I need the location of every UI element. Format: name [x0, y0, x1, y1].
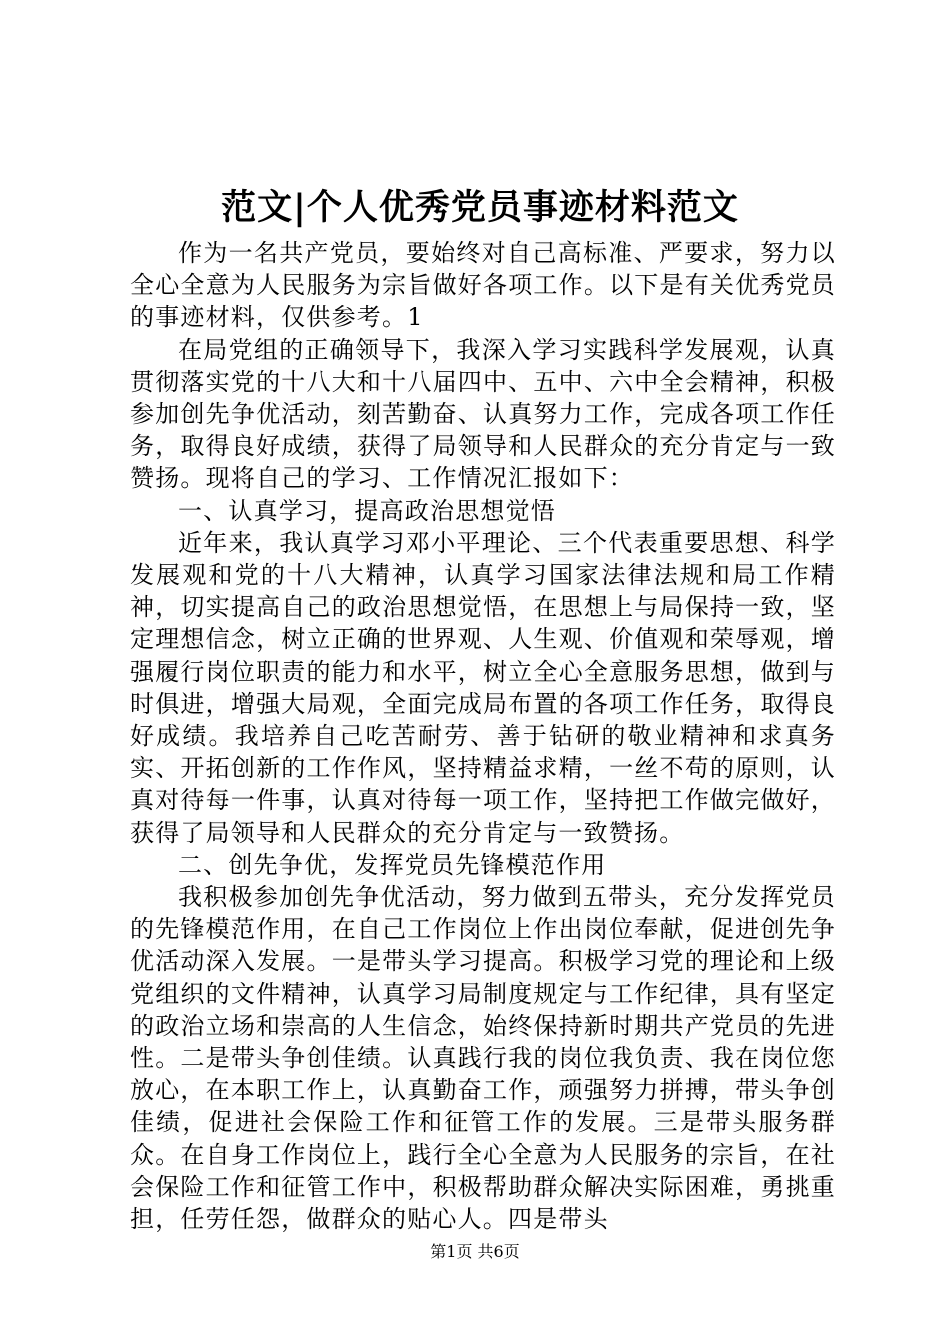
paragraph-summary: 在局党组的正确领导下，我深入学习实践科学发展观，认真贯彻落实党的十八大和十八届四中、五中、六中全会精神，积极参加创先争优活动，刻苦勤奋、认真努力工作，完成各项工作任务，取得良好成绩，获得了局领导和人民群众的充分肯定与一致赞扬。现将自己的学习、工作情况汇报如下：: [130, 335, 836, 493]
section-heading-2: 二、创先争优，发挥党员先锋模范作用: [178, 850, 607, 879]
paragraph-intro: 作为一名共产党员，要始终对自己高标准、严要求，努力以全心全意为人民服务为宗旨做好各项工作。以下是有关优秀党员的事迹材料，仅供参考。1: [130, 239, 836, 332]
paragraph-excellence: 我积极参加创先争优活动，努力做到五带头，充分发挥党员的先锋模范作用，在自己工作岗位上作出岗位奉献，促进创先争优活动深入发展。一是带头学习提高。积极学习党的理论和上级党组织的文件精神，认真学习局制度规定与工作纪律，具有坚定的政治立场和崇高的人生信念，始终保持新时期共产党员的先进性。二是带头争创佳绩。认真践行我的岗位我负责、我在岗位您放心，在本职工作上，认真勤奋工作，顽强努力拼搏，带头争创佳绩，促进社会保险工作和征管工作的发展。三是带头服务群众。在自身工作岗位上，践行全心全意为人民服务的宗旨，在社会保险工作和征管工作中，积极帮助群众解决实际困难，勇挑重担，任劳任怨，做群众的贴心人。四是带头: [130, 883, 836, 1234]
section-heading-1: 一、认真学习，提高政治思想觉悟: [178, 496, 556, 525]
page-footer: 第1页 共6页: [430, 1242, 520, 1261]
paragraph-study: 近年来，我认真学习邓小平理论、三个代表重要思想、科学发展观和党的十八大精神，认真学习国家法律法规和局工作精神，切实提高自己的政治思想觉悟，在思想上与局保持一致，坚定理想信念，树立正确的世界观、人生观、价值观和荣辱观，增强履行岗位职责的能力和水平，树立全心全意服务思想，做到与时俱进，增强大局观，全面完成局布置的各项工作任务，取得良好成绩。我培养自己吃苦耐劳、善于钻研的敬业精神和求真务实、开拓创新的工作作风，坚持精益求精，一丝不苟的原则，认真对待每一件事，认真对待每一项工作，坚持把工作做完做好，获得了局领导和人民群众的充分肯定与一致赞扬。: [130, 528, 836, 847]
document-title: 范文|个人优秀党员事迹材料范文: [221, 187, 739, 228]
document-body: [130, 237, 836, 1235]
